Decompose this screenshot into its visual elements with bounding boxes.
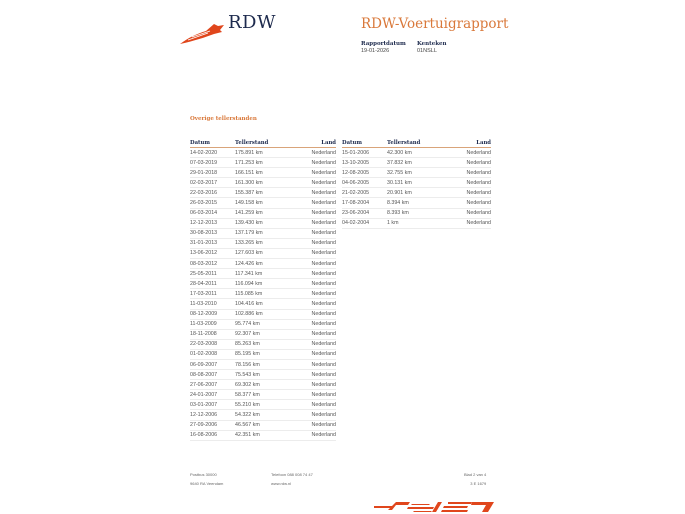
row-odometer: 92.307 km bbox=[235, 329, 290, 339]
table-row bbox=[190, 279, 336, 289]
column-header-odometer: Tellerstand bbox=[387, 139, 442, 148]
row-country: Nederland bbox=[290, 380, 336, 390]
row-date: 07-03-2019 bbox=[190, 158, 235, 168]
license-plate bbox=[417, 41, 447, 55]
row-date: 30-08-2013 bbox=[190, 228, 235, 238]
table-row bbox=[190, 299, 336, 309]
row-date: 08-12-2009 bbox=[190, 309, 235, 319]
table-row bbox=[190, 269, 336, 279]
row-country: Nederland bbox=[290, 269, 336, 279]
row-odometer: 42.300 km bbox=[387, 148, 442, 158]
row-date: 21-02-2005 bbox=[342, 188, 387, 198]
row-odometer: 42.351 km bbox=[235, 430, 290, 440]
row-date: 27-06-2007 bbox=[190, 380, 235, 390]
row-date: 01-02-2008 bbox=[190, 349, 235, 359]
row-date: 26-03-2015 bbox=[190, 198, 235, 208]
report-date-label: Rapportdatum bbox=[361, 41, 406, 47]
table-row bbox=[190, 208, 336, 218]
table-row bbox=[190, 319, 336, 329]
table-row bbox=[190, 400, 336, 410]
row-date: 24-01-2007 bbox=[190, 390, 235, 400]
table-row bbox=[190, 238, 336, 248]
row-country: Nederland bbox=[290, 148, 336, 158]
row-date: 17-08-2004 bbox=[342, 198, 387, 208]
row-odometer: 171.253 km bbox=[235, 158, 290, 168]
row-odometer: 141.259 km bbox=[235, 208, 290, 218]
row-odometer: 102.886 km bbox=[235, 309, 290, 319]
table-row bbox=[190, 248, 336, 258]
row-odometer: 116.094 km bbox=[235, 279, 290, 289]
report-title: RDW-Voertuigrapport bbox=[361, 16, 509, 32]
table-row bbox=[190, 178, 336, 188]
row-date: 16-08-2006 bbox=[190, 430, 235, 440]
column-header-country: Land bbox=[442, 139, 491, 148]
row-country: Nederland bbox=[290, 248, 336, 258]
column-header-date: Datum bbox=[342, 139, 387, 148]
row-date: 17-03-2011 bbox=[190, 289, 235, 299]
report-date bbox=[361, 41, 406, 55]
table-row bbox=[342, 198, 491, 208]
odometer-table-left bbox=[190, 139, 336, 441]
table-row bbox=[190, 259, 336, 269]
table-header-row bbox=[342, 139, 491, 148]
table-row bbox=[190, 188, 336, 198]
row-date: 08-03-2012 bbox=[190, 259, 235, 269]
row-date: 14-02-2020 bbox=[190, 148, 235, 158]
row-odometer: 58.377 km bbox=[235, 390, 290, 400]
license-plate-label: Kenteken bbox=[417, 41, 447, 47]
report-date-value: 19-01-2026 bbox=[361, 48, 390, 54]
row-odometer: 139.430 km bbox=[235, 218, 290, 228]
table-row bbox=[190, 420, 336, 430]
row-odometer: 137.179 km bbox=[235, 228, 290, 238]
table-row bbox=[190, 218, 336, 228]
row-date: 04-02-2004 bbox=[342, 218, 387, 228]
document-code: 3 E 1679 bbox=[470, 481, 487, 486]
footer-phone: Telefoon 088 008 74 47 bbox=[271, 472, 313, 477]
table-row bbox=[190, 198, 336, 208]
row-country: Nederland bbox=[442, 158, 491, 168]
footer-stripes-decoration-icon bbox=[368, 497, 528, 514]
footer-postbus: Postbus 30000 bbox=[190, 472, 217, 477]
row-country: Nederland bbox=[290, 370, 336, 380]
row-date: 13-10-2005 bbox=[342, 158, 387, 168]
row-odometer: 85.195 km bbox=[235, 349, 290, 359]
table-row bbox=[342, 158, 491, 168]
row-date: 04-06-2005 bbox=[342, 178, 387, 188]
table-row bbox=[190, 168, 336, 178]
row-country: Nederland bbox=[290, 309, 336, 319]
footer-address bbox=[190, 470, 223, 488]
table-row bbox=[190, 349, 336, 359]
table-row bbox=[190, 339, 336, 349]
row-odometer: 1 km bbox=[387, 218, 442, 228]
footer-contact bbox=[271, 470, 313, 488]
row-country: Nederland bbox=[290, 339, 336, 349]
table-row bbox=[342, 148, 491, 158]
table-row bbox=[342, 178, 491, 188]
table-header-row bbox=[190, 139, 336, 148]
row-country: Nederland bbox=[290, 198, 336, 208]
row-country: Nederland bbox=[442, 148, 491, 158]
row-country: Nederland bbox=[290, 430, 336, 440]
footer-page-info bbox=[464, 470, 486, 488]
row-country: Nederland bbox=[290, 329, 336, 339]
row-country: Nederland bbox=[442, 178, 491, 188]
row-odometer: 115.085 km bbox=[235, 289, 290, 299]
table-row bbox=[190, 410, 336, 420]
row-odometer: 155.387 km bbox=[235, 188, 290, 198]
row-country: Nederland bbox=[290, 279, 336, 289]
row-date: 29-01-2018 bbox=[190, 168, 235, 178]
row-date: 25-05-2011 bbox=[190, 269, 235, 279]
row-odometer: 54.322 km bbox=[235, 410, 290, 420]
row-country: Nederland bbox=[290, 299, 336, 309]
table-row bbox=[190, 289, 336, 299]
row-odometer: 124.426 km bbox=[235, 259, 290, 269]
table-row bbox=[190, 148, 336, 158]
row-country: Nederland bbox=[290, 400, 336, 410]
brand-name: RDW bbox=[228, 12, 276, 33]
row-country: Nederland bbox=[442, 198, 491, 208]
row-country: Nederland bbox=[290, 259, 336, 269]
rdw-logo-icon bbox=[178, 20, 226, 46]
table-row bbox=[190, 228, 336, 238]
row-date: 12-12-2013 bbox=[190, 218, 235, 228]
row-date: 22-03-2016 bbox=[190, 188, 235, 198]
row-odometer: 161.300 km bbox=[235, 178, 290, 188]
row-country: Nederland bbox=[290, 289, 336, 299]
row-country: Nederland bbox=[442, 168, 491, 178]
row-odometer: 75.543 km bbox=[235, 370, 290, 380]
row-date: 06-09-2007 bbox=[190, 359, 235, 369]
row-date: 08-08-2007 bbox=[190, 370, 235, 380]
row-odometer: 85.263 km bbox=[235, 339, 290, 349]
row-odometer: 8.394 km bbox=[387, 198, 442, 208]
row-odometer: 30.131 km bbox=[387, 178, 442, 188]
row-country: Nederland bbox=[290, 319, 336, 329]
row-odometer: 8.393 km bbox=[387, 208, 442, 218]
row-date: 11-03-2010 bbox=[190, 299, 235, 309]
table-row bbox=[190, 329, 336, 339]
odometer-table-right bbox=[342, 139, 491, 229]
row-date: 23-06-2004 bbox=[342, 208, 387, 218]
row-date: 15-01-2006 bbox=[342, 148, 387, 158]
row-country: Nederland bbox=[290, 420, 336, 430]
row-country: Nederland bbox=[290, 178, 336, 188]
row-date: 06-03-2014 bbox=[190, 208, 235, 218]
row-date: 31-01-2013 bbox=[190, 238, 235, 248]
row-odometer: 69.302 km bbox=[235, 380, 290, 390]
row-country: Nederland bbox=[442, 208, 491, 218]
row-date: 13-06-2012 bbox=[190, 248, 235, 258]
section-title: Overige tellerstanden bbox=[190, 116, 257, 122]
row-date: 27-09-2006 bbox=[190, 420, 235, 430]
row-date: 22-03-2008 bbox=[190, 339, 235, 349]
row-odometer: 95.774 km bbox=[235, 319, 290, 329]
table-row bbox=[342, 168, 491, 178]
row-odometer: 175.891 km bbox=[235, 148, 290, 158]
row-country: Nederland bbox=[290, 208, 336, 218]
row-odometer: 127.603 km bbox=[235, 248, 290, 258]
column-header-country: Land bbox=[290, 139, 336, 148]
table-row bbox=[342, 188, 491, 198]
table-row bbox=[190, 370, 336, 380]
table-row bbox=[190, 359, 336, 369]
row-odometer: 20.901 km bbox=[387, 188, 442, 198]
row-country: Nederland bbox=[290, 218, 336, 228]
row-date: 03-01-2007 bbox=[190, 400, 235, 410]
table-row bbox=[342, 218, 491, 228]
row-date: 28-04-2011 bbox=[190, 279, 235, 289]
row-odometer: 37.832 km bbox=[387, 158, 442, 168]
row-date: 12-12-2006 bbox=[190, 410, 235, 420]
row-country: Nederland bbox=[290, 188, 336, 198]
footer-website[interactable]: www.rdw.nl bbox=[271, 481, 292, 486]
row-country: Nederland bbox=[290, 410, 336, 420]
table-row bbox=[190, 309, 336, 319]
footer-city: 9640 RA Veendam bbox=[190, 481, 224, 486]
row-date: 12-08-2005 bbox=[342, 168, 387, 178]
table-row bbox=[190, 430, 336, 440]
row-country: Nederland bbox=[290, 168, 336, 178]
row-country: Nederland bbox=[290, 349, 336, 359]
row-country: Nederland bbox=[290, 238, 336, 248]
row-date: 18-11-2008 bbox=[190, 329, 235, 339]
column-header-odometer: Tellerstand bbox=[235, 139, 290, 148]
row-odometer: 32.755 km bbox=[387, 168, 442, 178]
table-row bbox=[190, 390, 336, 400]
row-date: 02-03-2017 bbox=[190, 178, 235, 188]
row-country: Nederland bbox=[290, 359, 336, 369]
table-row bbox=[190, 158, 336, 168]
page-number: Blad 2 van 4 bbox=[464, 472, 487, 477]
row-odometer: 78.156 km bbox=[235, 359, 290, 369]
row-country: Nederland bbox=[442, 188, 491, 198]
row-odometer: 117.341 km bbox=[235, 269, 290, 279]
row-odometer: 55.210 km bbox=[235, 400, 290, 410]
row-country: Nederland bbox=[290, 390, 336, 400]
row-odometer: 149.158 km bbox=[235, 198, 290, 208]
row-country: Nederland bbox=[290, 158, 336, 168]
row-odometer: 46.567 km bbox=[235, 420, 290, 430]
row-date: 11-03-2009 bbox=[190, 319, 235, 329]
license-plate-value: 01NSLL bbox=[417, 48, 437, 54]
row-odometer: 133.265 km bbox=[235, 238, 290, 248]
row-country: Nederland bbox=[290, 228, 336, 238]
table-row bbox=[342, 208, 491, 218]
table-row bbox=[190, 380, 336, 390]
row-country: Nederland bbox=[442, 218, 491, 228]
row-odometer: 104.416 km bbox=[235, 299, 290, 309]
row-odometer: 166.151 km bbox=[235, 168, 290, 178]
column-header-date: Datum bbox=[190, 139, 235, 148]
